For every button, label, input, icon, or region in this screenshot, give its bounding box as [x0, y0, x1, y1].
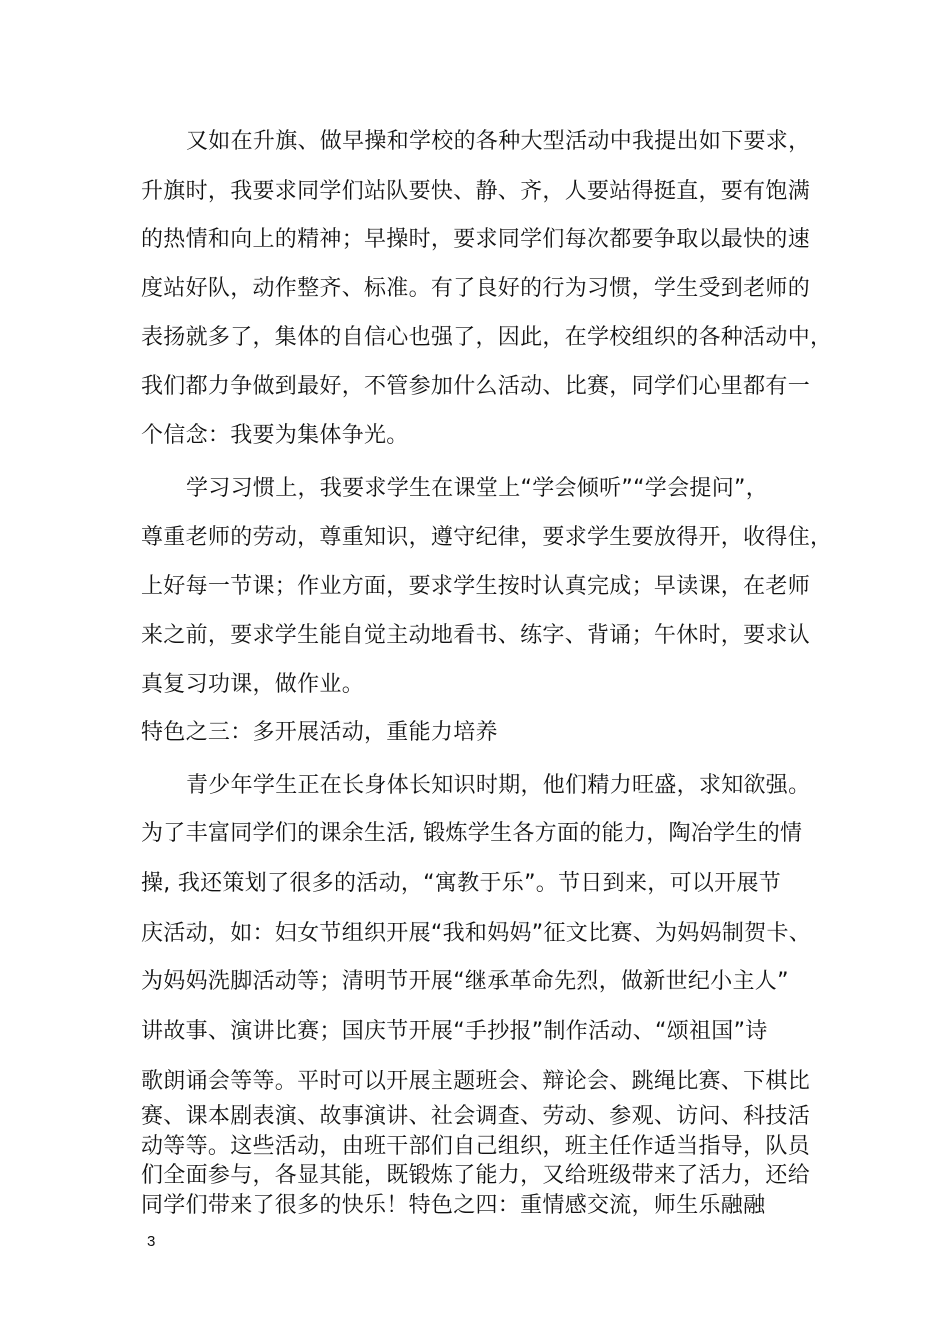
paragraph-3-line-3: 操, 我还策划了很多的活动，“寓教于乐”。节日到来，可以开展节	[141, 871, 782, 896]
paragraph-3-line-8: 赛、课本剧表演、故事演讲、社会调查、劳动、参观、访问、科技活	[141, 1104, 811, 1129]
paragraph-3-line-7: 歌朗诵会等等。平时可以开展主题班会、辩论会、跳绳比赛、下棋比	[141, 1069, 811, 1094]
paragraph-1-line-5: 表扬就多了，集体的自信心也强了，因此，在学校组织的各种活动中，	[141, 325, 833, 350]
paragraph-1-line-3: 的热情和向上的精神；早操时，要求同学们每次都要争取以最快的速	[141, 227, 811, 252]
paragraph-1-line-2: 升旗时，我要求同学们站队要快、静、齐，人要站得挺直，要有饱满	[141, 179, 811, 204]
paragraph-2-line-2: 尊重老师的劳动，尊重知识，遵守纪律，要求学生要放得开，收得住，	[141, 525, 833, 550]
paragraph-3-line-9: 动等等。这些活动，由班干部们自己组织，班主任作适当指导，队员	[141, 1134, 811, 1159]
paragraph-3-line-1: 青少年学生正在长身体长知识时期，他们精力旺盛，求知欲强。	[186, 773, 811, 798]
paragraph-1-line-6: 我们都力争做到最好，不管参加什么活动、比赛，同学们心里都有一	[141, 374, 811, 399]
paragraph-1-line-4: 度站好队，动作整齐、标准。有了良好的行为习惯，学生受到老师的	[141, 276, 811, 301]
paragraph-3-line-11: 同学们带来了很多的快乐！特色之四：重情感交流，师生乐融融	[141, 1193, 766, 1218]
paragraph-3-line-10: 们全面参与，各显其能，既锻炼了能力，又给班级带来了活力，还给	[141, 1163, 811, 1188]
paragraph-2-line-1: 学习习惯上，我要求学生在课堂上“学会倾听”“学会提问”，	[186, 476, 768, 501]
paragraph-2-line-5: 真复习功课，做作业。	[141, 672, 365, 697]
paragraph-1-line-1: 又如在升旗、做早操和学校的各种大型活动中我提出如下要求，	[186, 129, 811, 154]
section-heading: 特色之三：多开展活动，重能力培养	[141, 720, 498, 745]
paragraph-3-line-6: 讲故事、演讲比赛；国庆节开展“手抄报”制作活动、“颂祖国”诗	[141, 1019, 768, 1044]
page-number: 3	[147, 1233, 156, 1250]
paragraph-1-line-7: 个信念：我要为集体争光。	[141, 423, 409, 448]
paragraph-2-line-4: 来之前，要求学生能自觉主动地看书、练字、背诵；午休时，要求认	[141, 623, 811, 648]
paragraph-3-line-2: 为了丰富同学们的课余生活, 锻炼学生各方面的能力，陶冶学生的情	[141, 821, 803, 846]
paragraph-3-line-5: 为妈妈洗脚活动等；清明节开展“继承革命先烈，做新世纪小主人”	[141, 969, 789, 994]
paragraph-2-line-3: 上好每一节课；作业方面，要求学生按时认真完成；早读课，在老师	[141, 574, 811, 599]
paragraph-3-line-4: 庆活动，如：妇女节组织开展“我和妈妈”征文比赛、为妈妈制贺卡、	[141, 921, 812, 946]
